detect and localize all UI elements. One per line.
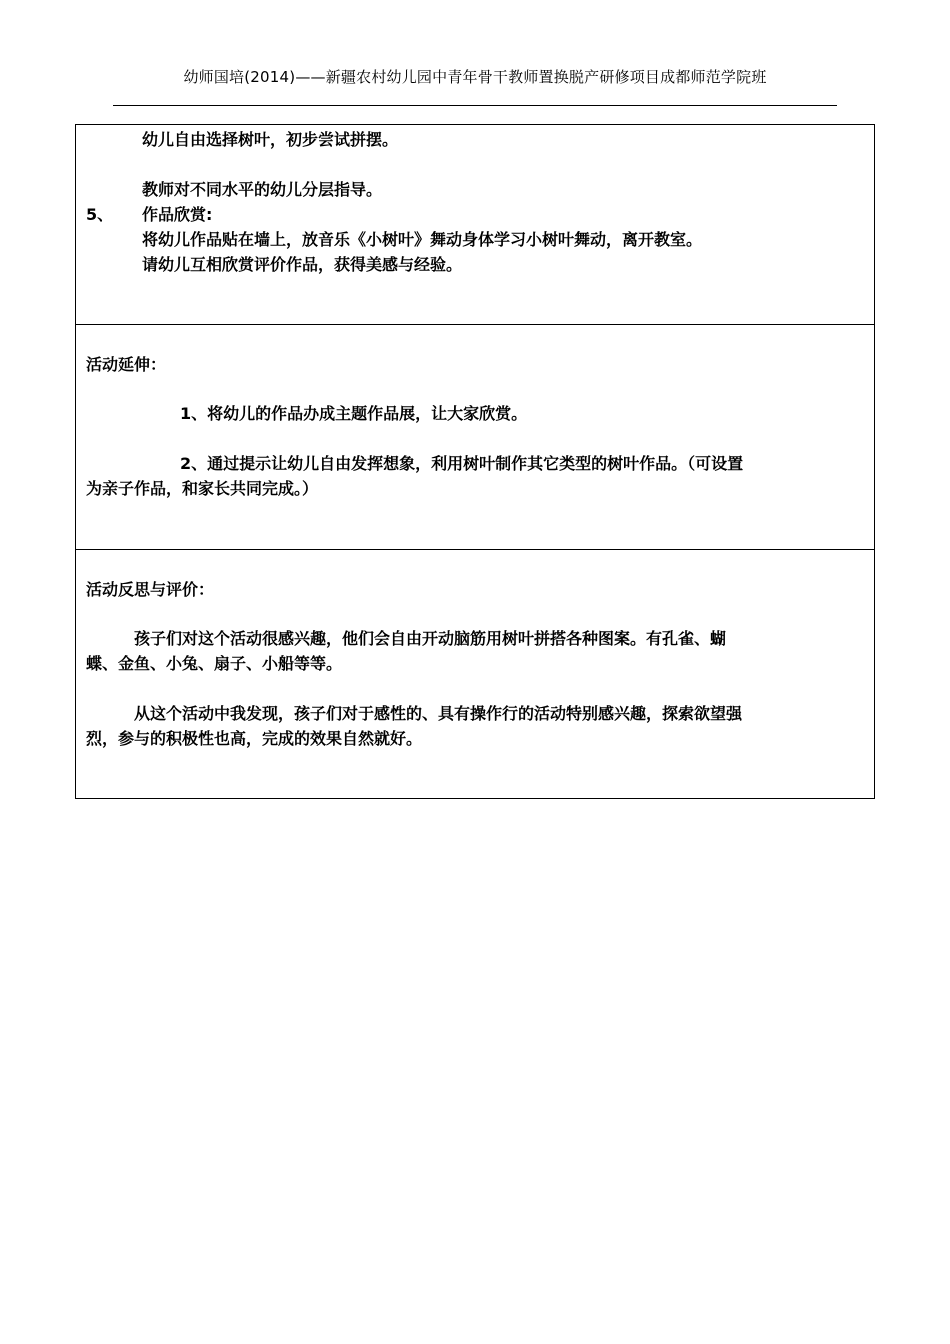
paragraph-line: 孩子们对这个活动很感兴趣，他们会自由开动脑筋用树叶拼搭各种图案。有孔雀、蝴	[134, 629, 727, 648]
text-line: 教师对不同水平的幼儿分层指导。	[142, 180, 383, 199]
text-line: 请幼儿互相欣赏评价作品，获得美感与经验。	[142, 255, 463, 274]
section-title: 活动反思与评价：	[86, 580, 215, 599]
extension-cell	[76, 325, 874, 550]
lesson-plan-table	[75, 124, 875, 799]
section-title: 活动延伸：	[86, 355, 167, 374]
paragraph-line: 蝶、金鱼、小兔、扇子、小船等等。	[86, 654, 343, 673]
list-item-continuation: 为亲子作品，和家长共同完成。）	[86, 479, 319, 498]
page-header: 幼师国培(2014)——新疆农村幼儿园中青年骨干教师置换脱产研修项目成都师范学院班	[183, 68, 767, 86]
step-label: 作品欣赏:	[142, 205, 213, 224]
list-item: 1、将幼儿的作品办成主题作品展，让大家欣赏。	[180, 404, 528, 423]
process-cell	[76, 125, 874, 325]
reflection-cell	[76, 550, 874, 800]
paragraph-line: 烈，参与的积极性也高，完成的效果自然就好。	[86, 729, 423, 748]
paragraph-line: 从这个活动中我发现，孩子们对于感性的、具有操作行的活动特别感兴趣，探索欲望强	[134, 704, 743, 723]
text-line: 将幼儿作品贴在墙上，放音乐《小树叶》舞动身体学习小树叶舞动，离开教室。	[142, 230, 703, 249]
step-number: 5、	[86, 205, 114, 224]
list-item: 2、通过提示让幼儿自由发挥想象，利用树叶制作其它类型的树叶作品。（可设置	[180, 454, 744, 473]
text-line: 幼儿自由选择树叶，初步尝试拼摆。	[142, 130, 399, 149]
header-rule	[113, 105, 837, 106]
